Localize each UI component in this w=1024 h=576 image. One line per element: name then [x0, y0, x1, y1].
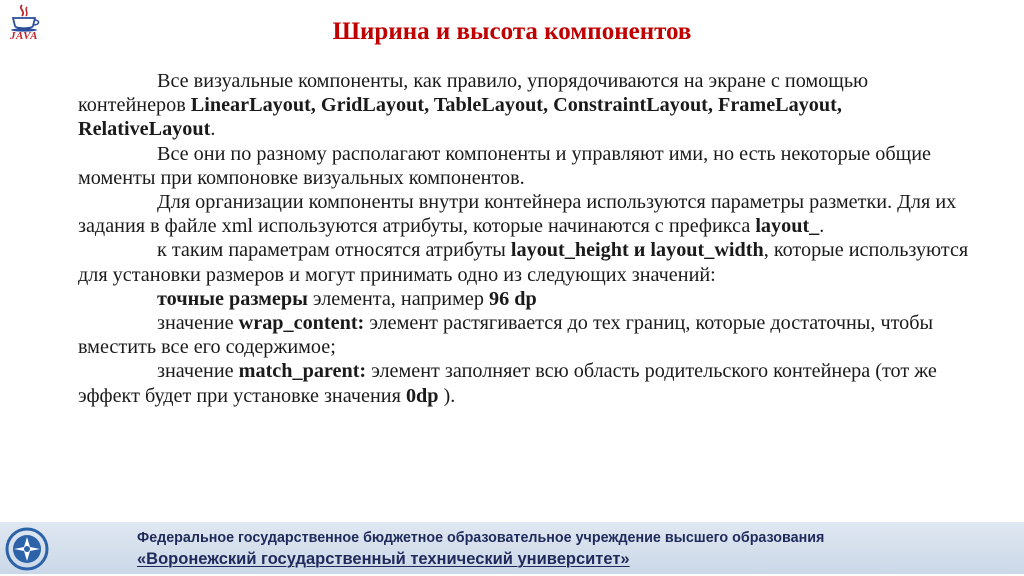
bold-run: точные размеры	[157, 287, 308, 310]
paragraph-containers	[78, 69, 978, 142]
paragraph-height-width	[78, 238, 978, 286]
slide-body	[78, 69, 978, 408]
bold-run: layout_height и layout_width	[510, 239, 764, 262]
university-emblem-icon	[4, 527, 50, 571]
university-emblem	[4, 527, 50, 571]
text-run: к таким параметрам относятся атрибуты	[157, 239, 511, 262]
bold-run: 96 dp	[488, 287, 537, 310]
paragraph-wrap-content	[78, 311, 978, 359]
bold-run: 0dp	[405, 384, 439, 407]
text-run: .	[819, 215, 825, 238]
text-run: ).	[438, 384, 456, 407]
text-run: .	[210, 118, 216, 141]
text-run: Все они по разному располагают компоненты и управляют ими, но есть некоторые общие моменты при компоновке визуальных компонентов.	[78, 142, 931, 189]
text-run: элемент растягивается до тех границ, которые достаточны, чтобы вместить все его содержимое;	[78, 312, 934, 359]
slide-title: Ширина и высота компонентов	[332, 18, 692, 45]
bold-run: match_parent:	[238, 360, 367, 383]
text-run: элемент заполняет всю область родительского контейнера (тот же эффект будет при установке значения	[78, 360, 937, 407]
text-run: Для организации компоненты внутри контейнера используются параметры разметки. Для их задания в файле xml используются атрибуты, которые начинаются с префикса	[78, 191, 957, 238]
paragraph-exact-size	[78, 287, 978, 311]
footer-university-name: «Воронежский государственный технический университет»	[137, 550, 630, 568]
text-run: , которые используются для установки размеров и могут принимать одно из следующих значений:	[78, 239, 969, 286]
paragraph-common-moments	[78, 142, 978, 190]
paragraph-layout-params	[78, 190, 978, 238]
text-run: значение	[157, 312, 239, 335]
text-run: элемента, например	[307, 287, 489, 310]
footer-institution-type: Федеральное государственное бюджетное образовательное учреждение высшего образования	[137, 530, 825, 546]
paragraph-match-parent	[78, 359, 978, 407]
text-run: Все визуальные компоненты, как правило, упорядочиваются на экране с помощью контейнеров	[78, 70, 869, 117]
java-logo-text: JAVA	[10, 30, 38, 42]
bold-run: wrap_content:	[238, 312, 365, 335]
text-run: значение	[157, 360, 239, 383]
bold-run: LinearLayout, GridLayout, TableLayout, ConstraintLayout, FrameLayout, RelativeLayout	[78, 94, 842, 141]
bold-run: layout_	[755, 215, 820, 238]
